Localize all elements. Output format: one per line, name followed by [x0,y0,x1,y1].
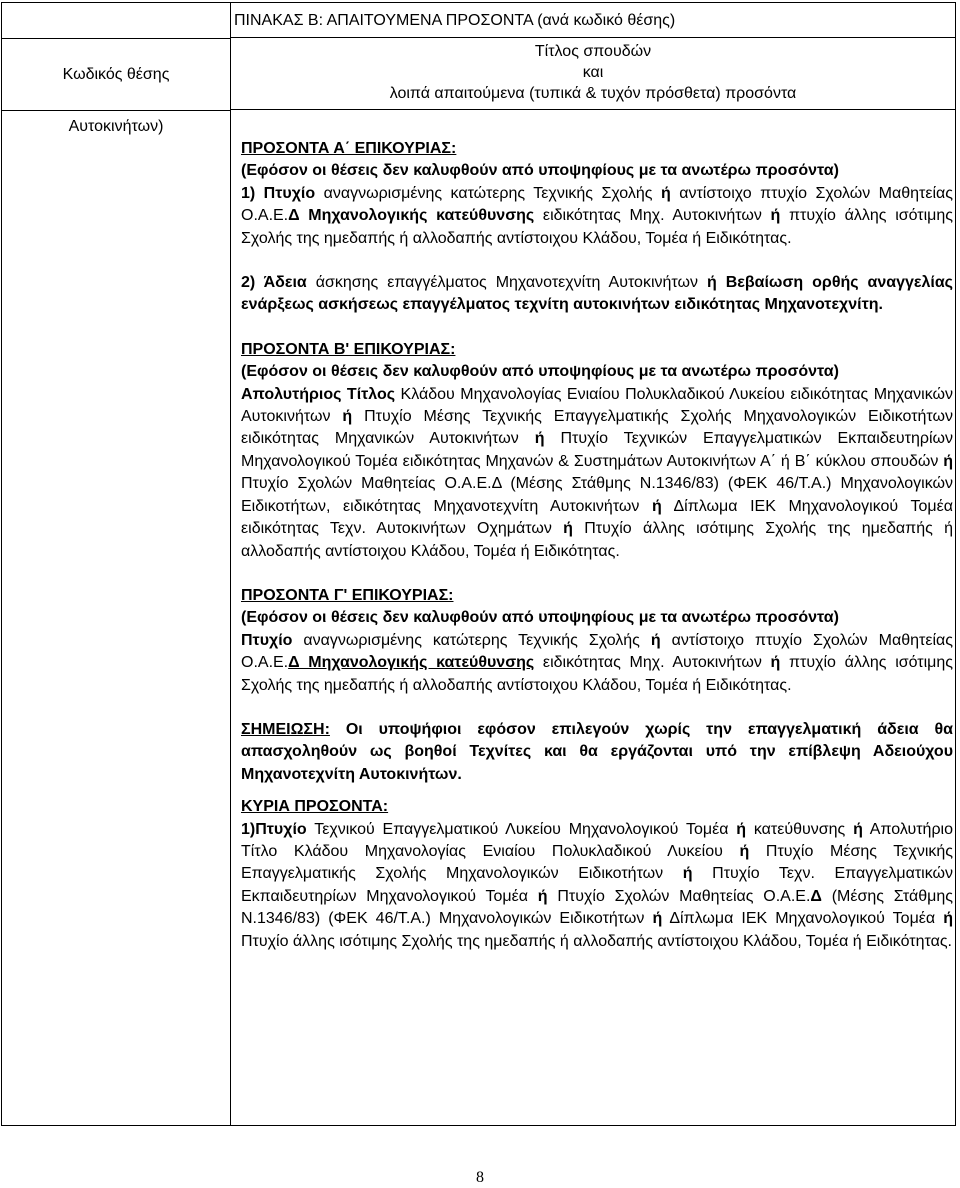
text-run: πτυχίο άλλης ισότιμης Σχολής της ημεδαπής ή αλλοδαπής αντίστοιχου Κλάδου, Τομέα ή Ειδικότητας. [241,654,953,694]
text-run: Απολυτήριο Τίτλο Κλάδου Μηχανολογίας Ενιαίου Πολυκλαδικού Λυκείου [241,820,954,860]
code-column [2,3,231,1125]
text-run: Πτυχίο άλλης ισότιμης Σχολής της ημεδαπής ή αλλοδαπής αντίστοιχου Κλάδου, Τομέα ή Ειδικότητας. [241,932,952,950]
text-run: ή [739,842,750,860]
text-run: ή Βεβαίωση ορθής αναγγελίας ενάρξεως ασκήσεως επαγγέλματος τεχνίτη αυτοκινήτων ειδικότητας Μηχανοτεχνίτη. [241,274,954,314]
text-run: ή [342,408,353,426]
section-paragraph [241,272,953,317]
text-run: Δίπλωμα ΙΕΚ Μηχανολογικού Τομέα [662,910,944,928]
text-run: ειδικότητας Μηχ. Αυτοκινήτων [534,207,771,225]
table-title: ΠΙΝΑΚΑΣ Β: ΑΠΑΙΤΟΥΜΕΝΑ ΠΡΟΣΟΝΤΑ (ανά κωδικό θέσης) [231,3,955,38]
section-paragraph [241,607,953,697]
requirements-table [1,2,956,1126]
section-heading: ΠΡΟΣΟΝΤΑ Α΄ ΕΠΙΚΟΥΡΙΑΣ: [241,140,457,157]
qualifications-header-line: λοιπά απαιτούμενα (τυπικά & τυχόν πρόσθετα) προσόντα [389,85,797,102]
position-code-value: Αυτοκινήτων) [68,118,164,135]
text-run: Πτυχίο άλλης ισότιμης Σχολής της ημεδαπής ή αλλοδαπής αντίστοιχου Κλάδου, Τομέα ή Ειδικότητας. [241,520,954,560]
text-run: ή [660,184,671,202]
text-run: Δίπλωμα ΙΕΚ Μηχανολογικού Τομέα ειδικότητας Τεχν. Αυτοκινήτων Οχημάτων [241,497,953,538]
text-run: 1) Πτυχίο [241,184,316,202]
section-heading: ΚΥΡΙΑ ΠΡΟΣΟΝΤΑ: [241,798,389,816]
text-run: ή [563,520,573,538]
qualification-section [241,585,953,786]
qualification-section [241,138,953,317]
text-run: Τεχνικού Επαγγελματικού Λυκείου Μηχανολογικού Τομέα [306,820,737,838]
text-run: ΣΗΜΕΙΩΣΗ: [241,720,330,738]
qualifications-header-line: και [582,64,604,81]
text-run: Οι υποψήφιοι εφόσον επιλεγούν χωρίς την επαγγελματική άδεια θα απασχοληθούν ως βοηθοί Τεχνίτες και θα εργάζονται υπό την επίβλεψη Αδειούχου Μηχανοτεχνίτη Αυτοκινήτων. [241,720,953,783]
text-run: αντίστοιχο πτυχίο Σχολών Μαθητείας Ο.Α.Ε. [241,184,954,225]
section-paragraph [241,719,953,786]
text-run: Κλάδου Μηχανολογίας Ενιαίου Πολυκλαδικού Λυκείου ειδικότητας Μηχανικών Αυτοκινήτων [241,385,953,426]
text-run: Δ Μηχανολογικής κατεύθυνσης [288,654,535,672]
text-run: άσκησης επαγγέλματος Μηχανοτεχνίτη Αυτοκινήτων [306,274,707,292]
text-run: Δ Μηχανολογικής κατεύθυνσης [288,207,535,225]
qualifications-header-line: Τίτλος σπουδών [534,43,652,60]
text-run: ή [770,654,781,672]
section-paragraph [241,361,953,563]
text-run: (Μέσης Στάθμης Ν.1346/83) (ΦΕΚ 46/Τ.Α.) Μηχανολογικών Ειδικοτήτων [241,887,953,928]
qualifications-cell [231,110,955,1125]
text-run: Πτυχίο [241,631,293,649]
text-run: ή [943,910,954,928]
text-run: ή [736,820,747,838]
text-run: ή [770,207,781,225]
text-run: Πτυχίο Τεχνικών Επαγγελματικών Εκπαιδευτηρίων Μηχανολογικού Τομέα ειδικότητας Μηχανών & Συστημάτων Αυτοκινήτων Α΄ ή Β΄ κύκλου σπουδών [241,430,953,470]
section-heading: ΠΡΟΣΟΝΤΑ Γ' ΕΠΙΚΟΥΡΙΑΣ: [241,586,454,604]
text-run: (Εφόσον οι θέσεις δεν καλυφθούν από υποψηφίους με τα ανωτέρω προσόντα) [241,162,839,180]
text-run: ή [652,910,663,928]
text-run: Πτυχίο Μέσης Τεχνικής Επαγγελματικής Σχολής Μηχανολογικών Ειδικοτήτων ειδικότητας Μηχανικών Αυτοκινήτων [241,408,954,448]
text-run: Πτυχίο Σχολών Μαθητείας Ο.Α.Ε. [547,887,811,905]
text-run: Πτυχίο Τεχν. Επαγγελματικών Εκπαιδευτηρίων Μηχανολογικού Τομέα [241,865,953,905]
text-run: 2) Άδεια [241,274,307,292]
qualifications-content [241,138,953,953]
text-run: ή [537,887,548,905]
text-run: ή [853,820,863,838]
section-paragraph [241,160,953,250]
text-run: αναγνωρισμένης κατώτερης Τεχνικής Σχολής [315,184,661,202]
text-run: ή [534,430,545,448]
text-run: ή [943,452,953,470]
text-run: ή [682,865,693,883]
qualification-section [241,339,953,563]
text-run: ή [650,631,661,649]
text-run: 1)Πτυχίο [241,820,307,838]
text-run: (Εφόσον οι θέσεις δεν καλυφθούν από υποψηφίους με τα ανωτέρω προσόντα) [241,609,839,627]
qualification-section [241,796,953,953]
qualifications-column-header [231,38,955,110]
text-run: αντίστοιχο πτυχίο Σχολών Μαθητείας Ο.Α.Ε. [241,631,954,672]
text-run: Απολυτήριος Τίτλος [241,385,396,403]
text-run: αναγνωρισμένης κατώτερης Τεχνικής Σχολής [292,631,651,649]
text-run: ή [652,497,662,515]
section-heading: ΠΡΟΣΟΝΤΑ Β' ΕΠΙΚΟΥΡΙΑΣ: [241,340,456,358]
page-number: 8 [476,1169,484,1186]
section-paragraph [241,819,953,953]
text-run: (Εφόσον οι θέσεις δεν καλυφθούν από υποψηφίους με τα ανωτέρω προσόντα) [241,363,839,381]
text-run: Πτυχίο Σχολών Μαθητείας Ο.Α.Ε.Δ (Μέσης Στάθμης Ν.1346/83) (ΦΕΚ 46/Τ.Α.) Μηχανολογικών Ειδικοτήτων, ειδικότητας Μηχανοτεχνίτη Αυτοκινήτων [241,475,953,515]
code-column-header: Κωδικός θέσης [2,38,230,111]
text-run: κατεύθυνσης [746,820,854,838]
text-run: Πτυχίο Μέσης Τεχνικής Επαγγελματικής Σχολής Μηχανολογικών Ειδικοτήτων [241,842,953,883]
text-run: Δ [810,887,822,905]
text-run: πτυχίο άλλης ισότιμης Σχολής της ημεδαπής ή αλλοδαπής αντίστοιχου Κλάδου, Τομέα ή Ειδικότητας. [241,207,953,247]
text-run: ειδικότητας Μηχ. Αυτοκινήτων [534,654,771,672]
